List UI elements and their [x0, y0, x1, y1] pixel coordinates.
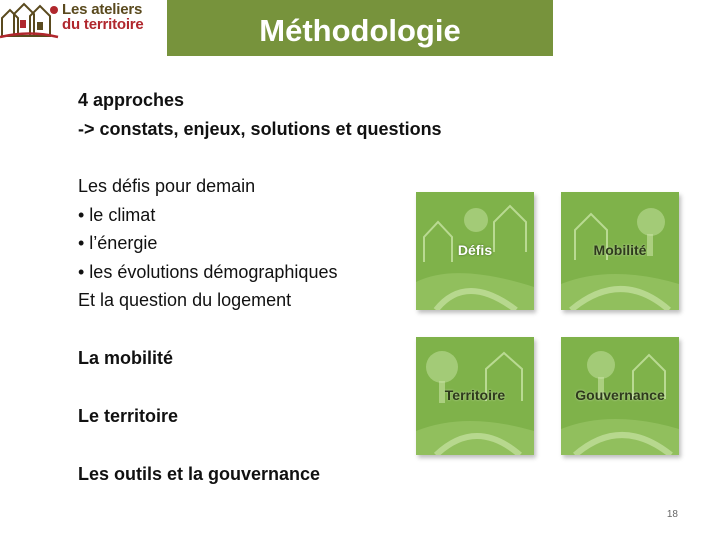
tile-defis[interactable]: [416, 192, 534, 310]
logo-text-line2: du territoire: [62, 16, 144, 33]
tile-label: Gouvernance: [575, 387, 665, 403]
defis-item: • l’énergie: [78, 233, 158, 253]
defis-block: [78, 172, 337, 315]
defis-item: • les évolutions démographiques: [78, 261, 338, 282]
logo-text-line1: Les ateliers: [62, 1, 143, 18]
intro-block: [78, 86, 442, 143]
tile-mobilite[interactable]: [561, 192, 679, 310]
mobilite-heading: La mobilité: [78, 348, 174, 368]
territoire-heading: Le territoire: [78, 406, 179, 426]
defis-footer: Et la question du logement: [78, 290, 292, 310]
tile-label: Mobilité: [593, 242, 647, 258]
tile-territoire[interactable]: [416, 337, 534, 455]
title-bar: [167, 0, 553, 56]
defis-heading: Les défis pour demain: [78, 176, 256, 196]
tile-gouvernance[interactable]: [561, 337, 679, 455]
page-title: Méthodologie: [259, 13, 461, 48]
logo-houses-icon: [0, 0, 60, 40]
page-number: 18: [666, 509, 678, 520]
outils-heading: Les outils et la gouvernance: [78, 464, 321, 484]
defis-item: • le climat: [78, 204, 156, 225]
tile-label: Territoire: [444, 387, 506, 403]
logo: [0, 0, 150, 40]
intro-line-1: 4 approches: [78, 90, 185, 110]
intro-line-2: -> constats, enjeux, solutions et questions: [78, 118, 442, 139]
tile-label: Défis: [457, 242, 493, 258]
